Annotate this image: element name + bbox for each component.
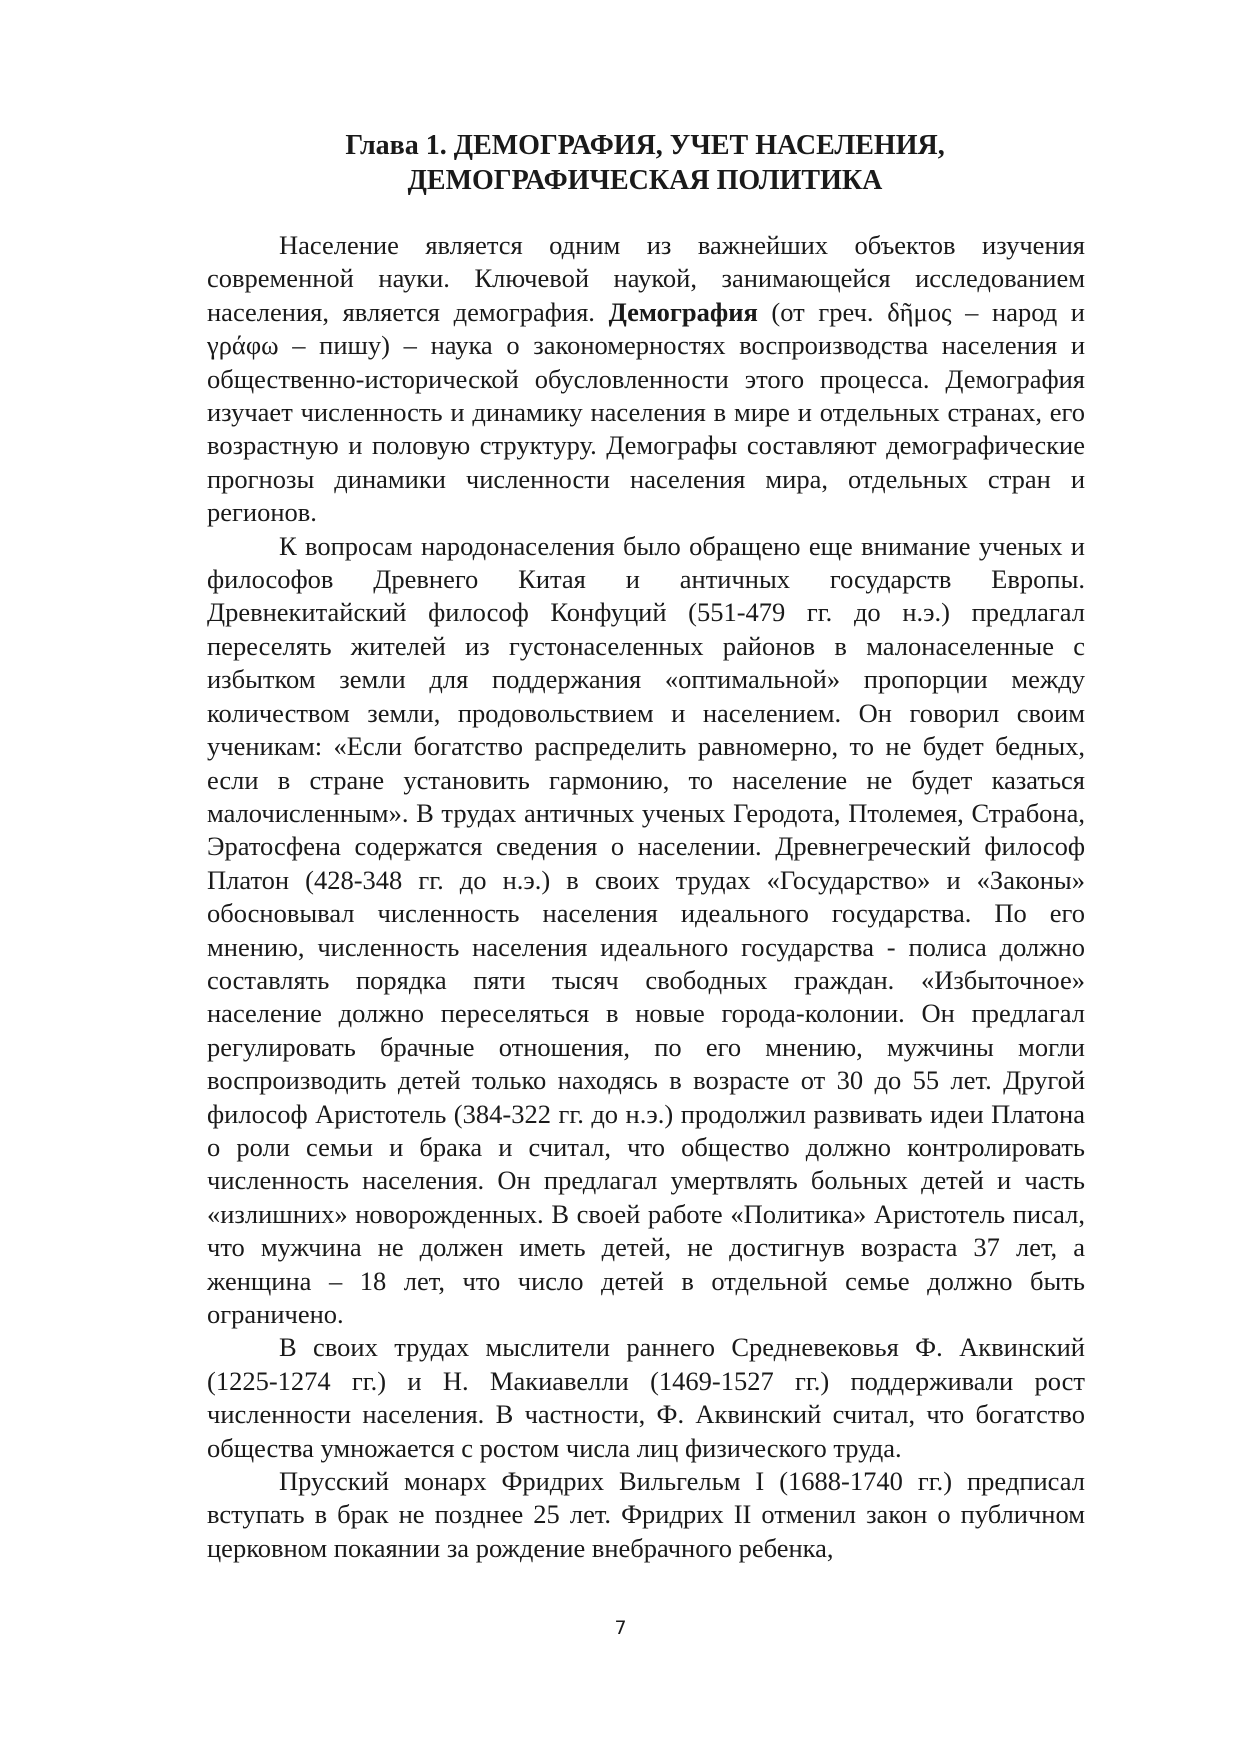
chapter-title-line-2: ДЕМОГРАФИЧЕСКАЯ ПОЛИТИКА: [407, 165, 883, 196]
paragraph-4: Прусский монарх Фридрих Вильгельм I (1688-1740 гг.) предписал вступать в брак не позднее 25 лет. Фридрих II отменил закон о публичном церковном покаянии за рождение внебрачного ребенка,: [207, 1466, 1085, 1563]
chapter-title-line-1: Глава 1. ДЕМОГРАФИЯ, УЧЕТ НАСЕЛЕНИЯ,: [345, 130, 945, 161]
paragraph-3: В своих трудах мыслители раннего Средневековья Ф. Аквинский (1225-1274 гг.) и Н. Макиавелли (1469-1527 гг.) поддерживали рост численности населения. В частности, Ф. Аквинский считал, что богатство общества умножается с ростом числа лиц физического труда.: [207, 1332, 1085, 1463]
chapter-title: [205, 128, 1085, 198]
paragraph-1-intro: Население является одним из важнейших объектов изучения современной науки. Ключевой наукой, занимающейся исследованием населения, является демография.: [207, 230, 1085, 327]
page-number: 7: [614, 1617, 627, 1639]
body-text: [207, 229, 1085, 1565]
paragraph-1-rest: (от греч. δῆμος – народ и γράφω – пишу) – наука о закономерностях воспроизводства населения и общественно-исторической обусловленности этого процесса. Демография изучает численность и динамику населения в мире и отдельных странах, его возрастную и половую структуру. Демографы составляют демографические прогнозы динамики численности населения мира, отдельных стран и регионов.: [207, 296, 1085, 528]
term-demography: Демография: [608, 296, 758, 327]
paragraph-2: К вопросам народонаселения было обращено еще внимание ученых и философов Древнего Китая и античных государств Европы. Древнекитайский философ Конфуций (551-479 гг. до н.э.) предлагал переселять жителей из густонаселенных районов в малонаселенные с избытком земли для поддержания «оптимальной» пропорции между количеством земли, продовольствием и населением. Он говорил своим ученикам: «Если богатство распределить равномерно, то не будет бедных, если в стране установить гармонию, то население не будет казаться малочисленным». В трудах античных ученых Геродота, Птолемея, Страбона, Эратосфена содержатся сведения о населении. Древнегреческий философ Платон (428-348 гг. до н.э.) в своих трудах «Государство» и «Законы» обосновывал численность населения идеального государства. По его мнению, численность населения идеального государства - полиса должно составлять порядка пяти тысяч свободных граждан. «Избыточное» население должно переселяться в новые города-колонии. Он предлагал регулировать брачные отношения, по его мнению, мужчины могли воспроизводить детей только находясь в возрасте от 30 до 55 лет. Другой философ Аристотель (384-322 гг. до н.э.) продолжил развивать идеи Платона о роли семьи и брака и считал, что общество должно контролировать численность населения. Он предлагал умертвлять больных детей и часть «излишних» новорожденных. В своей работе «Политика» Аристотель писал, что мужчина не должен иметь детей, не достигнув возраста 37 лет, а женщина – 18 лет, что число детей в отдельной семье должно быть ограничено.: [207, 530, 1085, 1329]
paragraph-1: [207, 229, 1085, 530]
